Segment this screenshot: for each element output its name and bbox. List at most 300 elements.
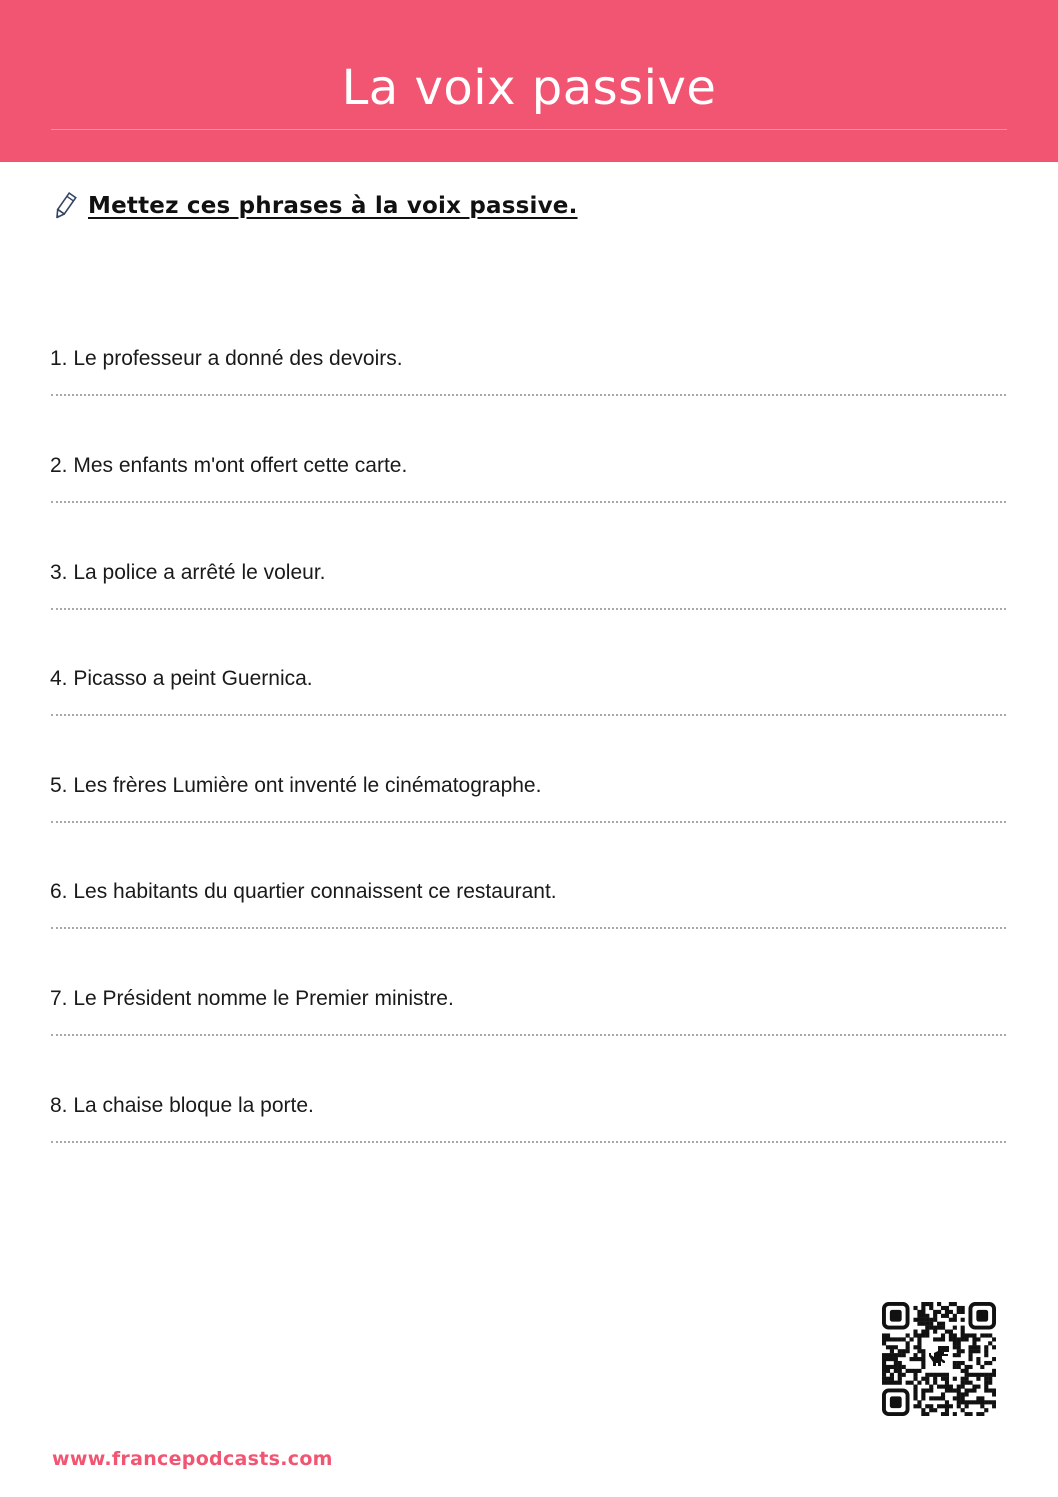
qr-module (968, 1353, 972, 1357)
qr-module (921, 1318, 925, 1322)
qr-module (921, 1322, 925, 1326)
qr-module (968, 1388, 972, 1392)
qr-module (917, 1369, 921, 1373)
qr-module (898, 1349, 902, 1353)
pencil-icon (50, 191, 80, 221)
qr-module (906, 1349, 910, 1353)
exercise-sentence: 6. Les habitants du quartier connaissent ce restaurant. (50, 880, 557, 903)
qr-module (957, 1388, 961, 1392)
qr-module (941, 1306, 945, 1310)
qr-module (894, 1337, 898, 1341)
qr-module (921, 1357, 925, 1361)
qr-module (984, 1408, 988, 1412)
qr-module (961, 1333, 965, 1337)
qr-module (925, 1412, 929, 1416)
qr-module (913, 1318, 917, 1322)
qr-module (933, 1330, 937, 1334)
qr-module (965, 1412, 969, 1416)
qr-module (972, 1337, 976, 1341)
qr-module (988, 1381, 992, 1385)
qr-module (921, 1396, 925, 1400)
qr-module (886, 1377, 890, 1381)
qr-module (933, 1326, 937, 1330)
qr-module (984, 1381, 988, 1385)
qr-module (937, 1373, 941, 1377)
qr-module (929, 1385, 933, 1389)
qr-module (976, 1349, 980, 1353)
qr-module (961, 1306, 965, 1310)
qr-module (965, 1388, 969, 1392)
qr-module (890, 1381, 894, 1385)
qr-module (949, 1310, 953, 1314)
answer-line[interactable] (51, 1141, 1006, 1143)
qr-module (945, 1314, 949, 1318)
qr-module (925, 1322, 929, 1326)
qr-module (925, 1388, 929, 1392)
qr-module (945, 1306, 949, 1310)
qr-module (984, 1361, 988, 1365)
qr-module (949, 1404, 953, 1408)
qr-module (917, 1337, 921, 1341)
qr-module (929, 1322, 933, 1326)
qr-module (913, 1353, 917, 1357)
qr-module (902, 1349, 906, 1353)
qr-module (965, 1377, 969, 1381)
qr-module (902, 1373, 906, 1377)
qr-module (992, 1388, 996, 1392)
qr-module (933, 1314, 937, 1318)
dinosaur-icon (929, 1346, 949, 1366)
qr-module (886, 1345, 890, 1349)
qr-module (949, 1385, 953, 1389)
qr-module (957, 1400, 961, 1404)
qr-module (902, 1337, 906, 1341)
qr-module (941, 1385, 945, 1389)
qr-module (941, 1412, 945, 1416)
qr-module (953, 1302, 957, 1306)
qr-module (961, 1408, 965, 1412)
qr-module (992, 1373, 996, 1377)
qr-module (917, 1381, 921, 1385)
exercise-sentence: 5. Les frères Lumière ont inventé le cinématographe. (50, 774, 542, 797)
qr-module (949, 1388, 953, 1392)
qr-module (898, 1373, 902, 1377)
qr-module (913, 1385, 917, 1389)
qr-module (957, 1396, 961, 1400)
qr-module (917, 1404, 921, 1408)
qr-module (972, 1388, 976, 1392)
qr-module (882, 1357, 886, 1361)
instruction-text: Mettez ces phrases à la voix passive. (88, 193, 578, 219)
qr-module (945, 1408, 949, 1412)
qr-module (941, 1314, 945, 1318)
qr-module (953, 1333, 957, 1337)
qr-module (984, 1349, 988, 1353)
exercise-item (50, 346, 1006, 372)
qr-module (882, 1341, 886, 1345)
qr-module (945, 1373, 949, 1377)
qr-module (917, 1400, 921, 1404)
instruction (50, 189, 578, 223)
qr-module (921, 1361, 925, 1365)
qr-module (984, 1353, 988, 1357)
qr-module (921, 1388, 925, 1392)
qr-module (957, 1385, 961, 1389)
qr-module (937, 1302, 941, 1306)
qr-module (937, 1322, 941, 1326)
qr-module (937, 1326, 941, 1330)
qr-module (988, 1341, 992, 1345)
qr-module (933, 1381, 937, 1385)
qr-module (980, 1396, 984, 1400)
qr-module (921, 1408, 925, 1412)
qr-module (898, 1369, 902, 1373)
exercise-sentence: 8. La chaise bloque la porte. (50, 1094, 314, 1117)
qr-module (945, 1377, 949, 1381)
qr-module (941, 1337, 945, 1341)
qr-module (933, 1396, 937, 1400)
qr-module (968, 1400, 972, 1404)
qr-module (965, 1369, 969, 1373)
answer-line[interactable] (51, 394, 1006, 396)
qr-module (965, 1373, 969, 1377)
exercise-item (50, 879, 1006, 905)
qr-module (945, 1404, 949, 1408)
qr-module (992, 1345, 996, 1349)
qr-module (890, 1377, 894, 1381)
qr-module (953, 1326, 957, 1330)
qr-module (937, 1310, 941, 1314)
exercise-sentence: 7. Le Président nomme le Premier ministre. (50, 987, 454, 1010)
qr-module (953, 1388, 957, 1392)
qr-module (913, 1392, 917, 1396)
qr-module (937, 1337, 941, 1341)
qr-module (949, 1337, 953, 1341)
qr-module (917, 1318, 921, 1322)
qr-module (929, 1388, 933, 1392)
qr-module (937, 1385, 941, 1389)
exercise-sentence: 4. Picasso a peint Guernica. (50, 667, 313, 690)
qr-module (972, 1400, 976, 1404)
qr-module (913, 1388, 917, 1392)
qr-module (913, 1373, 917, 1377)
qr-module (965, 1392, 969, 1396)
answer-line[interactable] (51, 714, 1006, 716)
qr-module (886, 1353, 890, 1357)
qr-module (898, 1361, 902, 1365)
qr-module (917, 1322, 921, 1326)
qr-module (961, 1337, 965, 1341)
qr-module (917, 1310, 921, 1314)
qr-module (941, 1373, 945, 1377)
qr-module (980, 1373, 984, 1377)
qr-module (917, 1314, 921, 1318)
qr-module (965, 1404, 969, 1408)
qr-module (886, 1365, 890, 1369)
qr-module (992, 1392, 996, 1396)
qr-module (945, 1400, 949, 1404)
qr-module (965, 1400, 969, 1404)
qr-module (953, 1353, 957, 1357)
qr-module (921, 1365, 925, 1369)
qr-module (976, 1337, 980, 1341)
qr-module (933, 1408, 937, 1412)
qr-module (968, 1373, 972, 1377)
qr-module (953, 1361, 957, 1365)
qr-module (957, 1361, 961, 1365)
qr-module (890, 1345, 894, 1349)
exercise-item (50, 1093, 1006, 1119)
qr-module (925, 1318, 929, 1322)
qr-module (957, 1310, 961, 1314)
qr-module (941, 1322, 945, 1326)
qr-module (898, 1365, 902, 1369)
qr-module (894, 1345, 898, 1349)
qr-module (941, 1404, 945, 1408)
qr-module (961, 1310, 965, 1314)
qr-module (953, 1396, 957, 1400)
page-title: La voix passive (341, 60, 717, 116)
qr-module (882, 1337, 886, 1341)
qr-module (976, 1373, 980, 1377)
qr-module (925, 1373, 929, 1377)
qr-module (882, 1377, 886, 1381)
qr-module (882, 1333, 886, 1337)
qr-module (917, 1345, 921, 1349)
qr-module (976, 1385, 980, 1389)
qr-module (913, 1345, 917, 1349)
qr-module (913, 1404, 917, 1408)
qr-module (988, 1333, 992, 1337)
qr-module (929, 1306, 933, 1310)
qr-module (894, 1381, 898, 1385)
qr-module (910, 1357, 914, 1361)
qr-module (984, 1373, 988, 1377)
qr-module (945, 1330, 949, 1334)
qr-module (933, 1377, 937, 1381)
qr-module (882, 1381, 886, 1385)
qr-module (913, 1369, 917, 1373)
qr-module (882, 1365, 886, 1369)
qr-module (898, 1353, 902, 1357)
qr-module (894, 1361, 898, 1365)
qr-module (902, 1365, 906, 1369)
qr-module (925, 1377, 929, 1381)
qr-module (953, 1341, 957, 1345)
qr-module (984, 1345, 988, 1349)
qr-module (910, 1369, 914, 1373)
qr-module (961, 1396, 965, 1400)
qr-module (941, 1333, 945, 1337)
qr-module (941, 1392, 945, 1396)
qr-module (984, 1333, 988, 1337)
qr-module (933, 1373, 937, 1377)
qr-module (921, 1353, 925, 1357)
qr-module (917, 1341, 921, 1345)
qr-module (925, 1330, 929, 1334)
qr-module (913, 1333, 917, 1337)
page-header (0, 0, 1058, 162)
qr-module (976, 1361, 980, 1365)
qr-module (980, 1404, 984, 1408)
qr-module (984, 1388, 988, 1392)
qr-module (980, 1333, 984, 1337)
qr-module (925, 1381, 929, 1385)
qr-module (953, 1412, 957, 1416)
qr-module (898, 1377, 902, 1381)
qr-module (957, 1365, 961, 1369)
qr-module (886, 1357, 890, 1361)
qr-module (937, 1396, 941, 1400)
qr-module (976, 1400, 980, 1404)
qr-module (984, 1385, 988, 1389)
qr-module (961, 1361, 965, 1365)
qr-module (961, 1377, 965, 1381)
qr-module (957, 1392, 961, 1396)
qr-module (972, 1385, 976, 1389)
qr-module (906, 1333, 910, 1337)
qr-module (921, 1412, 925, 1416)
qr-module (953, 1377, 957, 1381)
qr-module (906, 1369, 910, 1373)
qr-module (937, 1404, 941, 1408)
qr-module (894, 1353, 898, 1357)
qr-module (972, 1345, 976, 1349)
qr-module (941, 1326, 945, 1330)
qr-module (953, 1314, 957, 1318)
qr-module (972, 1373, 976, 1377)
qr-code-icon (882, 1302, 996, 1416)
answer-line[interactable] (51, 1034, 1006, 1036)
qr-module (968, 1357, 972, 1361)
qr-module (961, 1385, 965, 1389)
qr-module (929, 1326, 933, 1330)
qr-module (913, 1357, 917, 1361)
qr-module (906, 1381, 910, 1385)
qr-module (925, 1314, 929, 1318)
qr-module (890, 1349, 894, 1353)
qr-finder-inner (890, 1310, 902, 1322)
qr-module (921, 1306, 925, 1310)
qr-module (894, 1357, 898, 1361)
qr-module (953, 1365, 957, 1369)
qr-module (992, 1369, 996, 1373)
qr-module (976, 1357, 980, 1361)
qr-module (957, 1353, 961, 1357)
footer-website-link[interactable]: www.francepodcasts.com (52, 1448, 333, 1470)
answer-line[interactable] (51, 927, 1006, 929)
exercise-item (50, 666, 1006, 692)
qr-module (945, 1385, 949, 1389)
exercise-item (50, 453, 1006, 479)
qr-module (929, 1396, 933, 1400)
qr-module (894, 1369, 898, 1373)
qr-module (933, 1318, 937, 1322)
qr-module (953, 1345, 957, 1349)
qr-module (980, 1400, 984, 1404)
qr-module (929, 1404, 933, 1408)
exercise-item (50, 560, 1006, 586)
qr-module (913, 1396, 917, 1400)
qr-module (961, 1381, 965, 1385)
qr-module (929, 1318, 933, 1322)
exercise-sentence: 3. La police a arrêté le voleur. (50, 561, 326, 584)
answer-line[interactable] (51, 821, 1006, 823)
qr-finder-inner (976, 1310, 988, 1322)
qr-module (921, 1392, 925, 1396)
answer-line[interactable] (51, 501, 1006, 503)
qr-module (945, 1388, 949, 1392)
qr-module (988, 1388, 992, 1392)
qr-module (972, 1349, 976, 1353)
qr-module (886, 1337, 890, 1341)
qr-module (968, 1381, 972, 1385)
qr-module (949, 1302, 953, 1306)
qr-module (910, 1381, 914, 1385)
qr-module (925, 1326, 929, 1330)
qr-module (929, 1373, 933, 1377)
qr-module (941, 1396, 945, 1400)
qr-module (968, 1345, 972, 1349)
qr-module (882, 1369, 886, 1373)
qr-module (890, 1353, 894, 1357)
qr-module (906, 1345, 910, 1349)
qr-module (949, 1333, 953, 1337)
qr-module (882, 1353, 886, 1357)
qr-module (988, 1373, 992, 1377)
qr-module (925, 1333, 929, 1337)
qr-module (992, 1357, 996, 1361)
qr-module (917, 1357, 921, 1361)
qr-module (925, 1404, 929, 1408)
qr-module (961, 1318, 965, 1322)
qr-module (894, 1365, 898, 1369)
qr-module (961, 1349, 965, 1353)
qr-module (992, 1400, 996, 1404)
qr-module (968, 1349, 972, 1353)
qr-module (906, 1341, 910, 1345)
qr-module (913, 1330, 917, 1334)
qr-module (945, 1381, 949, 1385)
qr-module (921, 1349, 925, 1353)
qr-module (925, 1302, 929, 1306)
qr-module (941, 1377, 945, 1381)
exercise-sentence: 1. Le professeur a donné des devoirs. (50, 347, 403, 370)
qr-module (972, 1341, 976, 1345)
exercise-item (50, 986, 1006, 1012)
qr-module (921, 1310, 925, 1314)
qr-module (945, 1310, 949, 1314)
header-divider (51, 129, 1007, 130)
qr-finder-inner (890, 1396, 902, 1408)
qr-module (921, 1314, 925, 1318)
exercise-sentence: 2. Mes enfants m'ont offert cette carte. (50, 454, 408, 477)
qr-module (898, 1381, 902, 1385)
qr-module (913, 1306, 917, 1310)
answer-line[interactable] (51, 608, 1006, 610)
exercise-item (50, 773, 1006, 799)
qr-module (902, 1353, 906, 1357)
qr-module (984, 1377, 988, 1381)
qr-module (886, 1381, 890, 1385)
qr-module (988, 1400, 992, 1404)
qr-module (961, 1392, 965, 1396)
qr-module (984, 1400, 988, 1404)
qr-module (957, 1349, 961, 1353)
qr-module (957, 1306, 961, 1310)
qr-module (921, 1302, 925, 1306)
qr-module (992, 1404, 996, 1408)
